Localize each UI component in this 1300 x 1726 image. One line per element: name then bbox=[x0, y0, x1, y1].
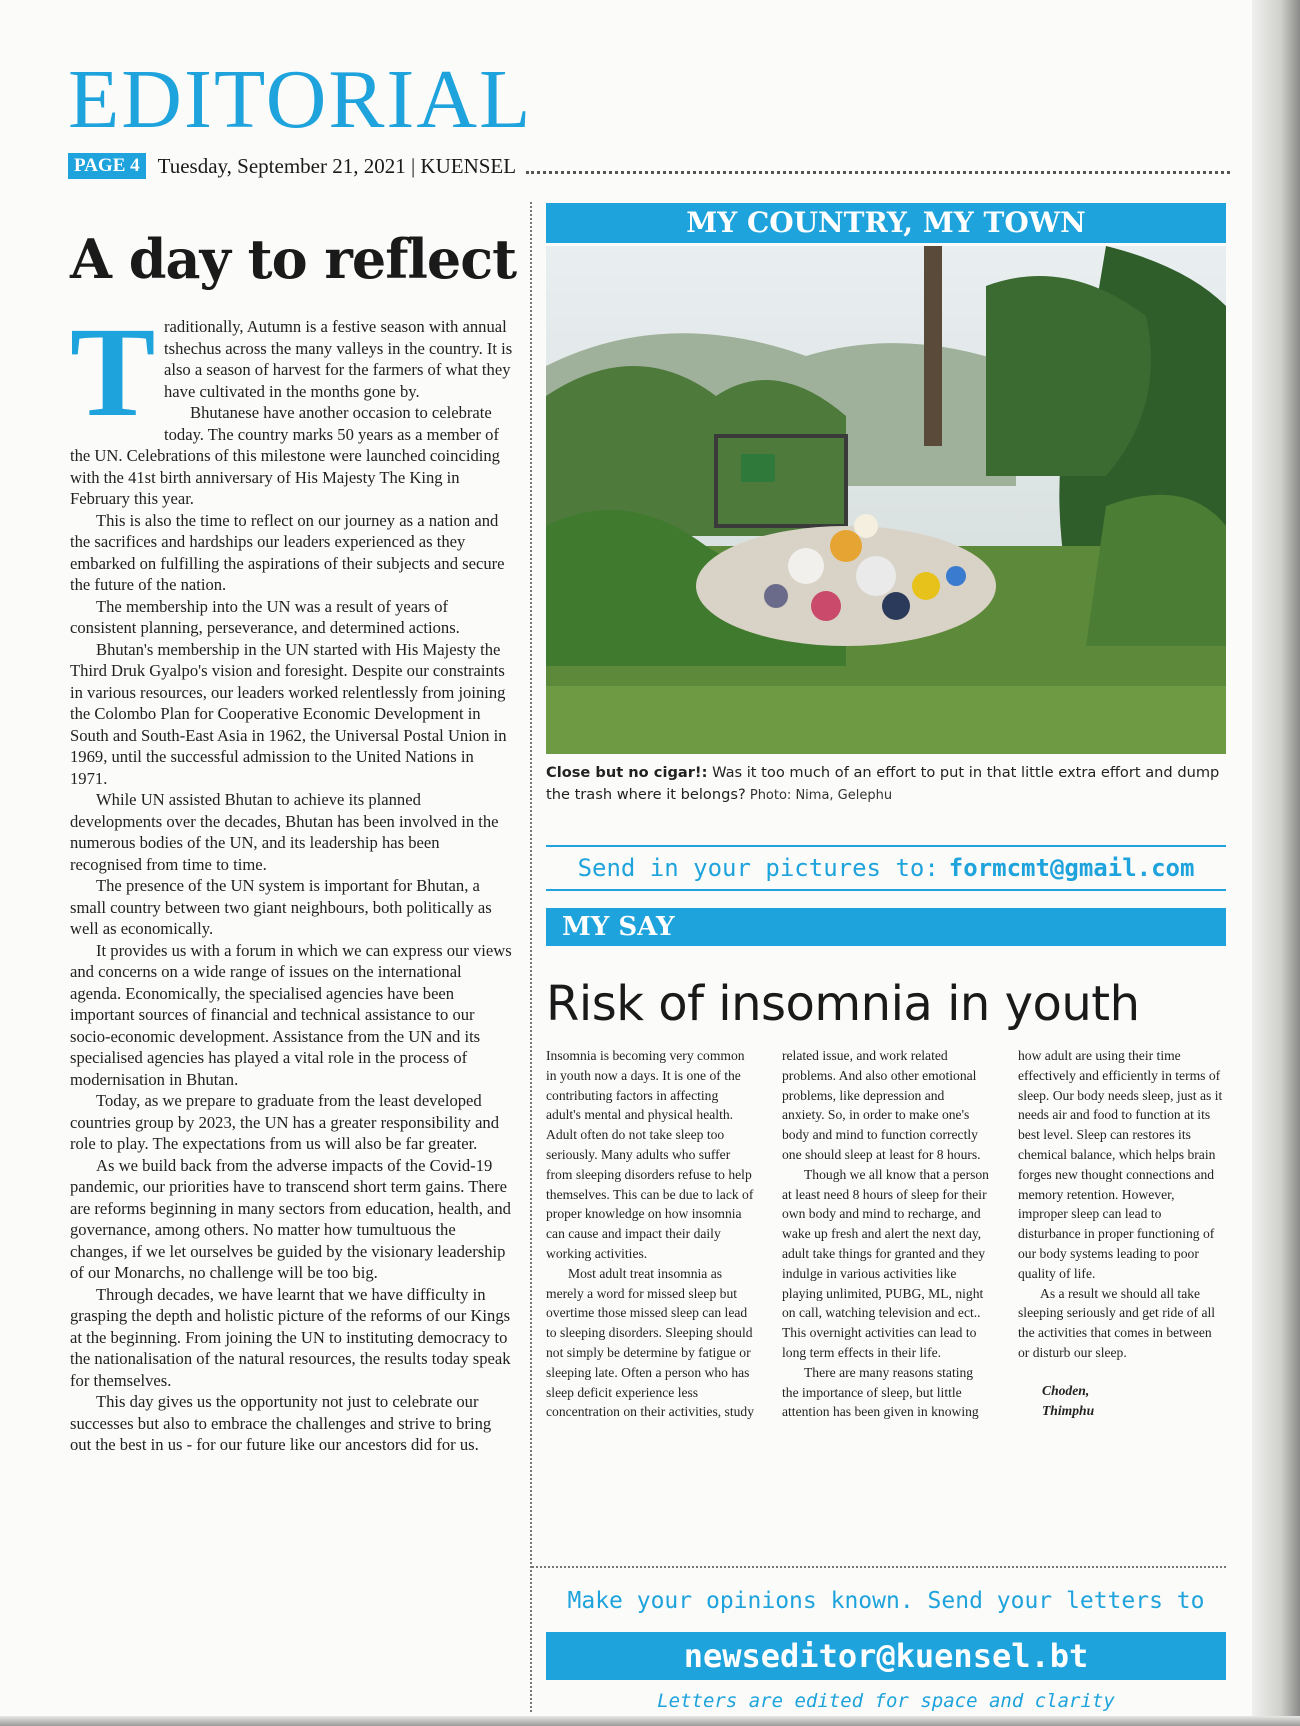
dateline-rule bbox=[526, 159, 1230, 174]
caption-lead: Close but no cigar!: bbox=[546, 764, 708, 781]
send-pictures-email[interactable]: formcmt@gmail.com bbox=[948, 854, 1195, 882]
masthead: EDITORIAL bbox=[68, 53, 533, 146]
editorial-paragraph: Bhutan's membership in the UN started with His Majesty the Third Druk Gyalpo's vision and foresight. Despite our constraints in various resources, our leaders worked relentlessly from joining the Colombo Plan for Cooperative Economic Development in South and South-East Asia in 1962, the Universal Postal Union in 1969, until the successful admission to the United Nations in 1971. bbox=[70, 639, 507, 788]
editorial-paragraph: It provides us with a forum in which we can express our views and concerns on a wide range of issues on the international agenda. Economically, the specialised agencies have been important sources of financial and technical assistance to our socio-economic development. Assistance from the UN and its specialised agencies has played a vital role in the process of modernisation in Bhutan. bbox=[70, 940, 512, 1089]
column-divider bbox=[530, 202, 532, 1712]
editorial-paragraph: Bhutanese have another occasion to celebrate today. The country marks 50 years as a member of the UN. Celebrations of this milestone were launched coinciding with the 41st birth anniversary of His Majesty The King in February this year. bbox=[70, 403, 500, 508]
send-pictures-label: Send in your pictures to: bbox=[577, 854, 939, 882]
my-say-paragraph: Though we all know that a person at least need 8 hours of sleep for their own body and mind to recharge, and wake up fresh and alert the next day, adult take things for granted and they indulge in various activities like playing unlimited, PUBG, ML, night on call, watching television and ect.. This overnight activities can lead to long term effects in their life. bbox=[782, 1166, 989, 1360]
editorial-paragraph: Traditionally, Autumn is a festive season with annual tshechus across the many valleys in the country. It is also a season of harvest for the farmers of what they have cultivated in the months gone by. bbox=[70, 301, 513, 443]
editorial-headline: A day to reflect bbox=[70, 227, 517, 291]
page-bottom-shadow bbox=[0, 1716, 1300, 1726]
trash-photo bbox=[546, 246, 1226, 754]
my-country-banner: MY COUNTRY, MY TOWN bbox=[546, 203, 1226, 243]
photo-caption bbox=[546, 762, 1226, 807]
issue-date: Tuesday, September 21, 2021 | KUENSEL bbox=[157, 153, 517, 178]
my-say-body bbox=[546, 1046, 1226, 1546]
trash-photo-illustration bbox=[546, 246, 1226, 754]
editorial-paragraph: This day gives us the opportunity not just to celebrate our successes but also to embrace the challenges and strive to bring out the best in us - for our future like our ancestors did for us. bbox=[70, 1392, 492, 1454]
caption-text: Was it too much of an effort to put in that little extra effort and dump the trash where it belongs? bbox=[546, 764, 1220, 803]
page-edge-shadow bbox=[1252, 0, 1300, 1726]
dateline bbox=[68, 152, 1230, 180]
send-pictures-box bbox=[546, 845, 1226, 891]
editorial-paragraph: The membership into the UN was a result of years of consistent planning, perseverance, and determined actions. bbox=[70, 596, 460, 637]
page-number-tag: PAGE 4 bbox=[68, 153, 146, 179]
letters-invitation: Make your opinions known. Send your letters to bbox=[567, 1588, 1205, 1614]
editorial-body bbox=[70, 301, 514, 1456]
my-say-paragraph: Most adult treat insomnia as merely a word for missed sleep but overtime those missed sleep can lead to sleeping disorders. Sleeping should not simply be determine by fatigue or sleeping late. Often a person who has sleep deficit experience less concentration on their activities, study related issue, and work related problems. And also other emotional problems, like depression and anxiety. So, in order to make one's body and mind to function correctly one should sleep at least for 8 hours. bbox=[546, 1048, 981, 1420]
editorial-paragraph: Today, as we prepare to graduate from the least developed countries group by 2023, the UN has a greater responsibility and role to play. The expectations from us will also be far greater. bbox=[70, 1091, 500, 1153]
author-name: Choden, bbox=[1042, 1382, 1090, 1398]
my-say-paragraph: Insomnia is becoming very common in youth now a days. It is one of the contributing factors in affecting adult's mental and physical health. Adult often do not take sleep too seriously. Many adults who suffer from sleeping disorders refuse to help themselves. This can be due to lack of proper knowledge on how insomnia can cause and impact their daily working activities. bbox=[546, 1048, 754, 1261]
editorial-paragraph: This is also the time to reflect on our journey as a nation and the sacrifices and hardships our leaders experienced as they embarked on fulfilling the aspirations of their subjects and secure the future of the nation. bbox=[70, 510, 505, 594]
my-say-headline: Risk of insomnia in youth bbox=[546, 976, 1140, 1032]
editorial-paragraph: Through decades, we have learnt that we have difficulty in grasping the depth and holistic picture of the reforms of our Kings at the beginning. From joining the UN to instituting democracy to the nationalisation of the natural resources, the results today speak for themselves. bbox=[70, 1284, 511, 1390]
edited-note: Letters are edited for space and clarity bbox=[657, 1690, 1115, 1712]
photo-credit: Photo: Nima, Gelephu bbox=[745, 788, 893, 803]
editorial-paragraph: The presence of the UN system is important for Bhutan, a small country between two giant neighbours, both politically as well as economically. bbox=[70, 876, 492, 938]
author-place: Thimphu bbox=[1042, 1402, 1095, 1418]
letters-email[interactable]: newseditor@kuensel.bt bbox=[546, 1632, 1226, 1680]
editorial-paragraph: While UN assisted Bhutan to achieve its planned developments over the decades, Bhutan has been involved in the numerous bodies of the UN, and its leadership has been recognised from time to time. bbox=[70, 790, 499, 874]
drop-cap: T bbox=[70, 301, 156, 443]
my-say-banner: MY SAY bbox=[546, 908, 1226, 946]
footer-rule bbox=[532, 1566, 1226, 1568]
my-say-paragraph: As a result we should all take sleeping seriously and get ride of all the activities that comes in between or disturb our sleep. bbox=[1018, 1285, 1216, 1360]
editorial-paragraph: As we build back from the adverse impacts of the Covid-19 pandemic, our priorities have to transcend short term gains. There are reforms beginning in many sectors from education, health, and governance, among others. No matter how tumultuous the changes, if we let ourselves be guided by the visionary leadership of our Monarchs, no challenge will be too big. bbox=[70, 1155, 511, 1282]
my-say-paragraph: There are many reasons stating the importance of sleep, but little attention has been given in knowing how adult are using their time effectively and efficiently in terms of sleep. Our body needs sleep, just as it needs air and food to function at its best level. Sleep can restores its chemical balance, which helps brain forges new thought connections and memory retention. However, improper sleep can lead to disturbance in proper functioning of our body systems leading to poor quality of life. bbox=[782, 1048, 1223, 1420]
